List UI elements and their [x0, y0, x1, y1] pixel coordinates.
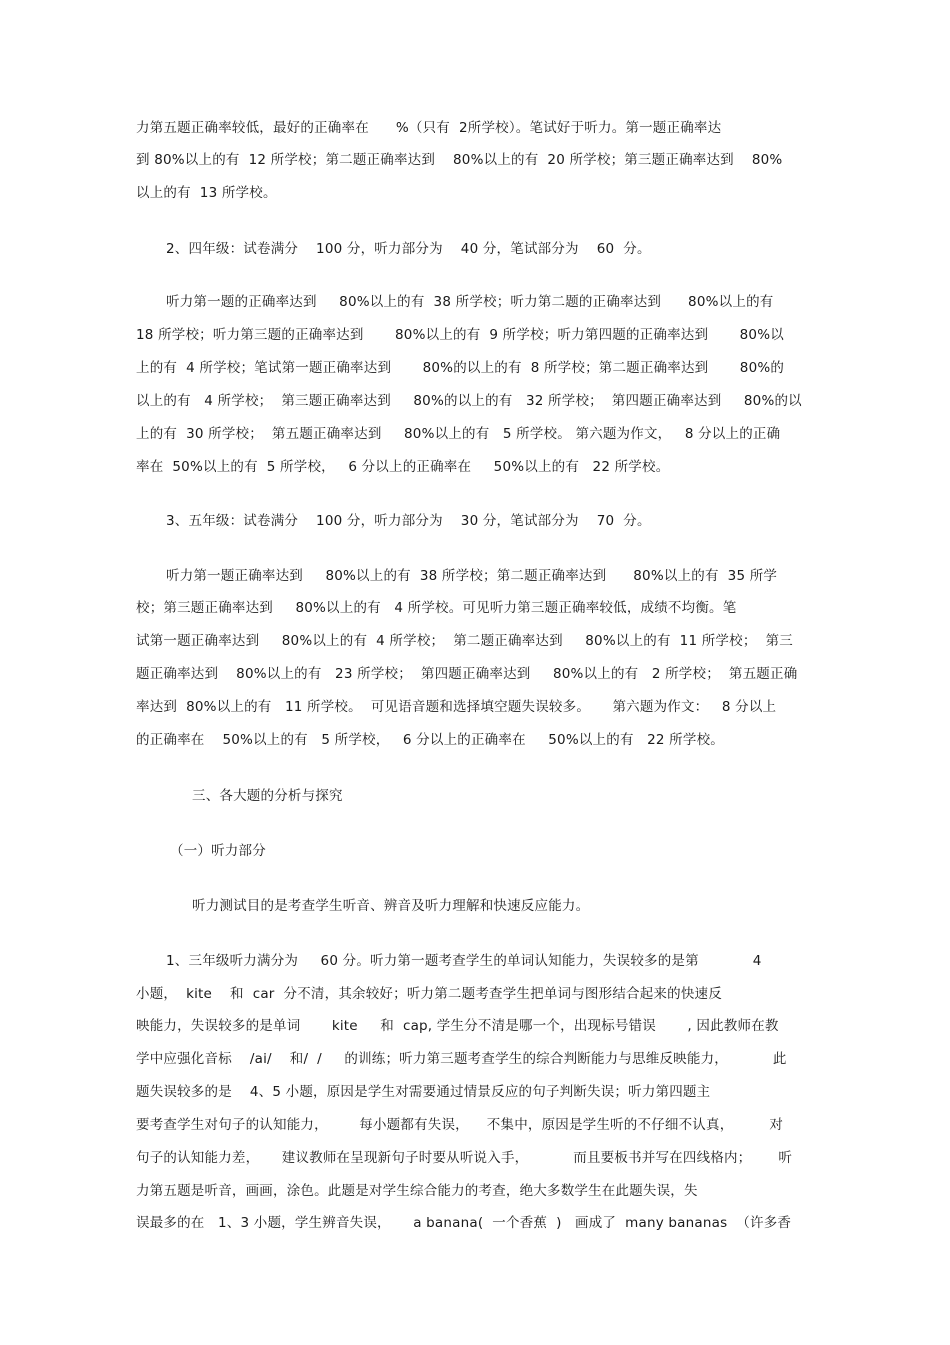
text-line: 校；第三题正确率达到 80%以上的有 4 所学校。可见听力第三题正确率较低，成绩不均衡。笔: [136, 600, 737, 616]
text-line: 误最多的在 1、3 小题，学生辨音失误， a banana( 一个香蕉 ) 画成了 many bananas （许多香: [136, 1215, 792, 1231]
text-line: 以上的有 4 所学校； 第三题正确率达到 80%的以上的有 32 所学校； 第四题正确率达到 80%的以: [136, 393, 802, 409]
subsection-heading: （一）听力部分: [170, 843, 266, 859]
text-line: 到 80%以上的有 12 所学校；第二题正确率达到 80%以上的有 20 所学校；第三题正确率达到 80%: [136, 152, 783, 168]
text-line: 映能力，失误较多的是单词 kite 和 cap, 学生分不清是哪一个，出现标号错误 , 因此教师在教: [136, 1018, 779, 1034]
text-line: 试第一题正确率达到 80%以上的有 4 所学校； 第二题正确率达到 80%以上的有 11 所学校； 第三: [136, 633, 793, 649]
text-line: 力第五题正确率较低，最好的正确率在 %（只有 2所学校）。笔试好于听力。第一题正确率达: [136, 120, 722, 136]
text-line: 听力第一题的正确率达到 80%以上的有 38 所学校；听力第二题的正确率达到 80%以上的有: [166, 294, 774, 310]
text-line: 要考查学生对句子的认知能力， 每小题都有失误， 不集中，原因是学生听的不仔细不认真， 对: [136, 1117, 784, 1133]
text-line: 1、三年级听力满分为 60 分。听力第一题考查学生的单词认知能力，失误较多的是第 4: [166, 953, 762, 969]
text-line: 听力第一题正确率达到 80%以上的有 38 所学校；第二题正确率达到 80%以上的有 35 所学: [166, 568, 778, 584]
text-line: 率达到 80%以上的有 11 所学校。 可见语音题和选择填空题失误较多。 第六题为作文： 8 分以上: [136, 699, 777, 715]
text-line: 2、四年级：试卷满分 100 分，听力部分为 40 分，笔试部分为 60 分。: [166, 241, 651, 257]
text-line: 上的有 30 所学校； 第五题正确率达到 80%以上的有 5 所学校。 第六题为作文， 8 分以上的正确: [136, 426, 781, 442]
text-line: 句子的认知能力差， 建议教师在呈现新句子时要从听说入手， 而且要板书并写在四线格内； 听: [136, 1150, 793, 1166]
text-line: 力第五题是听音，画画，涂色。此题是对学生综合能力的考查，绝大多数学生在此题失误，失: [136, 1183, 698, 1199]
text-line: 的正确率在 50%以上的有 5 所学校， 6 分以上的正确率在 50%以上的有 22 所学校。: [136, 732, 724, 748]
text-line: 学中应强化音标 /ai/ 和/ / 的训练；听力第三题考查学生的综合判断能力与思维反映能力， 此: [136, 1051, 787, 1067]
text-line: 3、五年级：试卷满分 100 分，听力部分为 30 分，笔试部分为 70 分。: [166, 513, 651, 529]
section-heading: 三、各大题的分析与探究: [192, 788, 343, 804]
text-line: 题正确率达到 80%以上的有 23 所学校； 第四题正确率达到 80%以上的有 2 所学校； 第五题正确: [136, 666, 798, 682]
text-line: 小题， kite 和 car 分不清，其余较好；听力第二题考查学生把单词与图形结合起来的快速反: [136, 986, 722, 1002]
text-line: 以上的有 13 所学校。: [136, 185, 277, 201]
text-line: 题失误较多的是 4、5 小题，原因是学生对需要通过情景反应的句子判断失误；听力第四题主: [136, 1084, 711, 1100]
text-line: 上的有 4 所学校；笔试第一题正确率达到 80%的以上的有 8 所学校；第二题正确率达到 80%的: [136, 360, 785, 376]
text-line: 听力测试目的是考查学生听音、辨音及听力理解和快速反应能力。: [192, 898, 590, 914]
text-line: 率在 50%以上的有 5 所学校， 6 分以上的正确率在 50%以上的有 22 所学校。: [136, 459, 670, 475]
text-line: 18 所学校；听力第三题的正确率达到 80%以上的有 9 所学校；听力第四题的正确率达到 80%以: [136, 327, 784, 343]
